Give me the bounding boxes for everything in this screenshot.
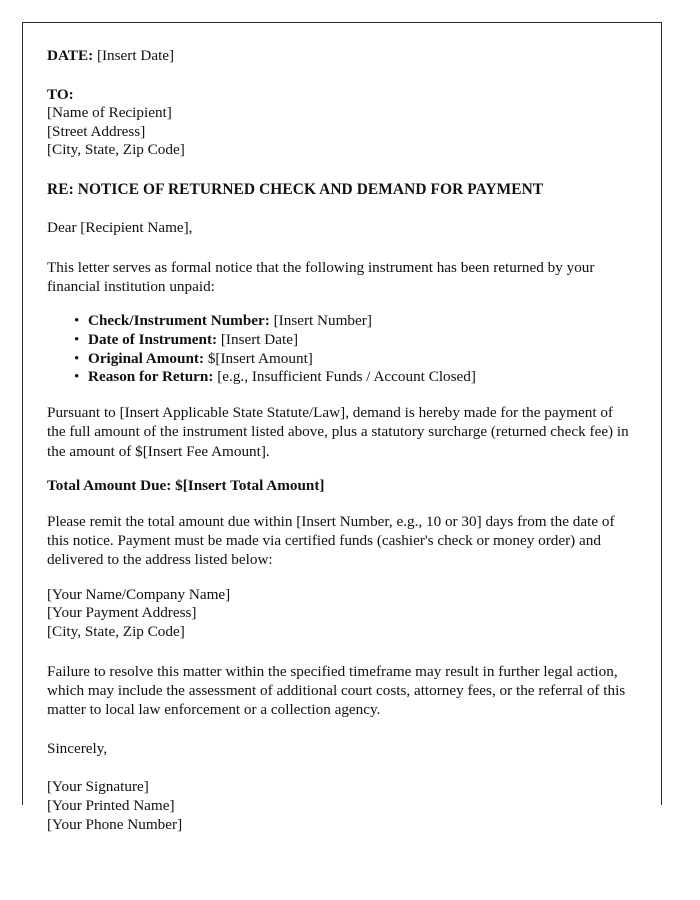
spacer [47,387,631,403]
detail-label: Reason for Return: [88,368,214,386]
detail-value: [Insert Date] [220,330,299,348]
date-label: DATE: [47,47,94,64]
list-item [47,350,631,369]
spacer [47,199,631,219]
spacer [47,238,631,258]
recipient-name: [Name of Recipient] [47,104,172,122]
document-body [47,47,631,834]
spacer [47,461,631,477]
bullet-icon: • [74,368,80,386]
recipient-city-state-zip: [City, State, Zip Code] [47,141,185,159]
bullet-icon: • [74,349,80,367]
detail-label: Date of Instrument: [88,330,218,348]
document-page [22,22,662,833]
consequences-paragraph: Failure to resolve this matter within the specified timeframe may result in further legal action, which may include the assessment of additional court costs, attorney fees, or the referral of this matter to local law enforcement or a collection agency. [47,662,626,719]
date-value: [Insert Date] [96,47,175,64]
phone-number-placeholder: [Your Phone Number] [47,815,183,833]
to-label: TO: [47,85,74,103]
signature-placeholder: [Your Signature] [47,778,149,796]
detail-value: [Insert Number] [273,312,372,330]
detail-value: [e.g., Insufficient Funds / Account Closed] [217,368,476,386]
remittance-paragraph: Please remit the total amount due within [Insert Number, e.g., 10 or 30] days from the date of this notice. Payment must be made via certified funds (cashier's check or money order) and delivered to the address listed below: [47,512,615,569]
spacer [47,160,631,180]
list-item [47,331,631,350]
date-line [47,47,631,66]
salutation: Dear [Recipient Name], [47,218,193,236]
subject-heading: RE: NOTICE OF RETURNED CHECK AND DEMAND FOR PAYMENT [47,180,544,198]
detail-value: $[Insert Amount] [207,349,313,367]
list-item [47,312,631,331]
payment-company-name: [Your Name/Company Name] [47,585,231,603]
instrument-details-list [47,312,631,386]
list-item [47,368,631,387]
spacer [47,570,631,586]
spacer [47,296,631,312]
total-amount-due: Total Amount Due: $[Insert Total Amount] [47,476,325,494]
bullet-icon: • [74,312,80,330]
spacer [47,66,631,86]
recipient-street: [Street Address] [47,122,146,140]
spacer [47,496,631,512]
payment-city-state-zip: [City, State, Zip Code] [47,622,185,640]
spacer [47,642,631,662]
detail-label: Original Amount: [88,349,205,367]
printed-name-placeholder: [Your Printed Name] [47,796,175,814]
closing-salutation: Sincerely, [47,739,108,757]
spacer [47,758,631,778]
bullet-icon: • [74,330,80,348]
demand-paragraph: Pursuant to [Insert Applicable State Statute/Law], demand is hereby made for the payment of the full amount of the instrument listed above, plus a statutory surcharge (returned check fee) in the amount of $[Insert Fee Amount]. [47,403,629,460]
intro-paragraph: This letter serves as formal notice that the following instrument has been returned by your financial institution unpaid: [47,258,595,295]
detail-label: Check/Instrument Number: [88,312,270,330]
payment-street-address: [Your Payment Address] [47,604,197,622]
spacer [47,720,631,740]
